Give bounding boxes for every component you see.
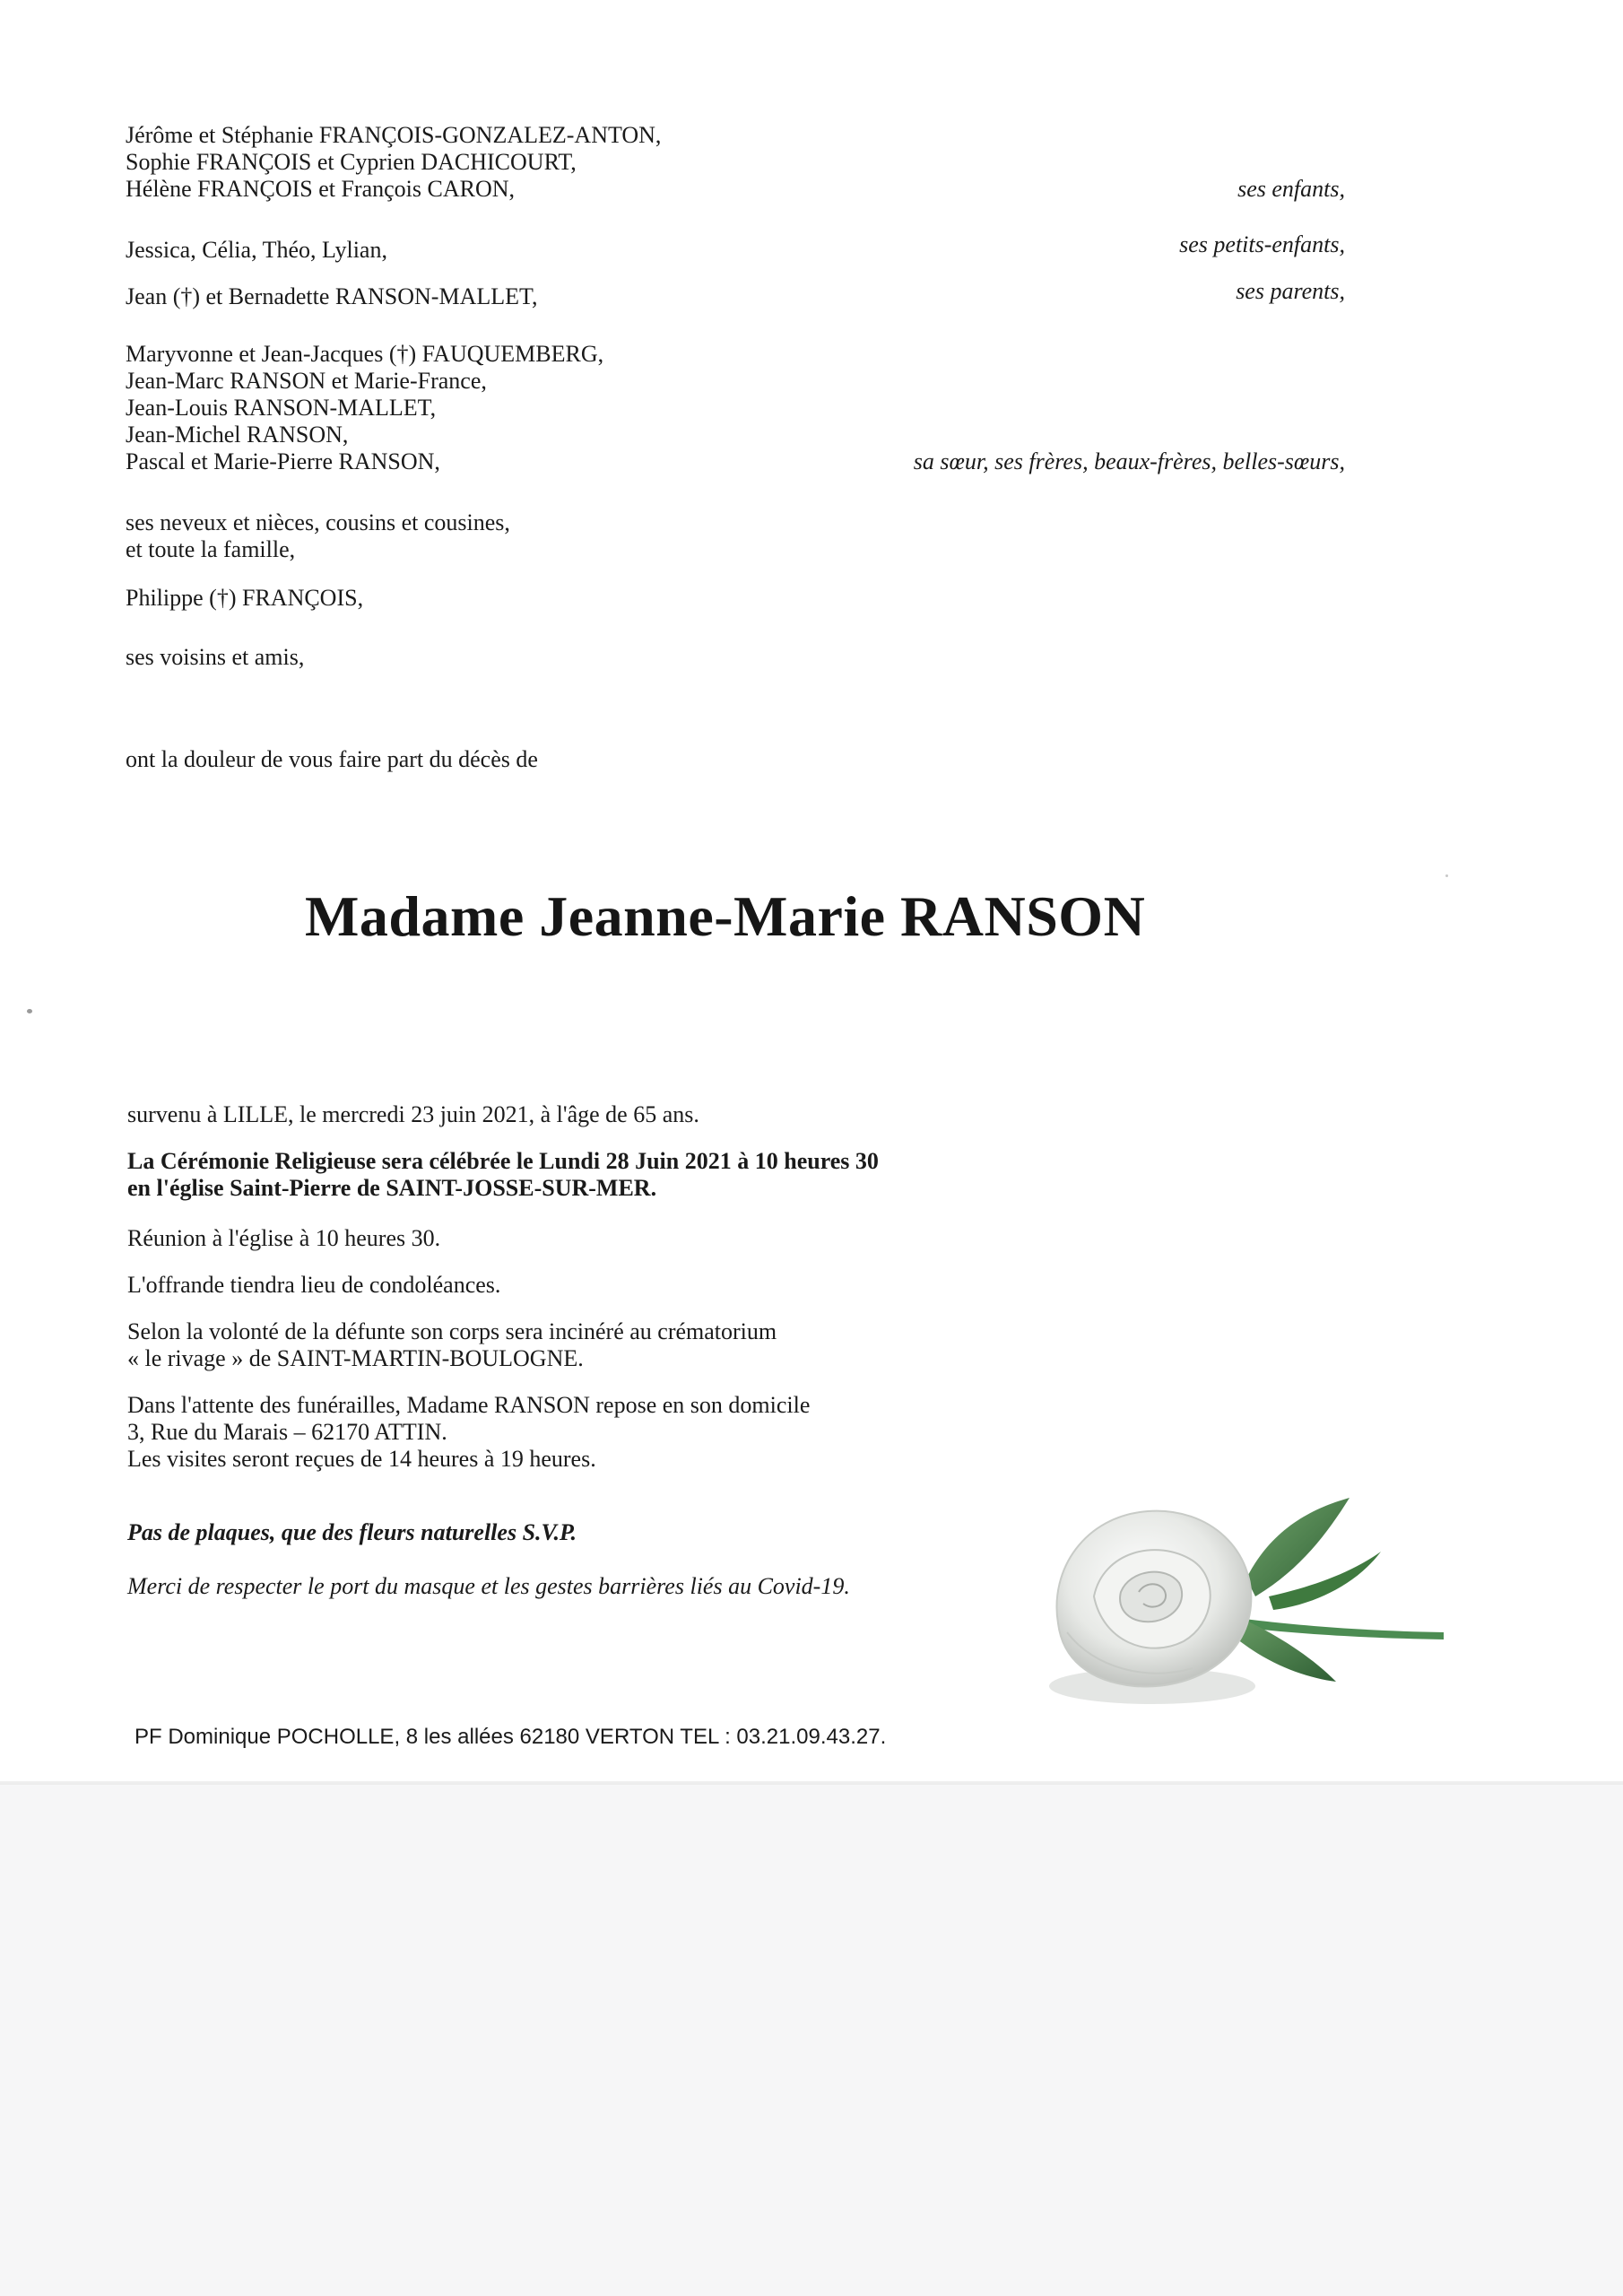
ceremony-line-2: en l'église Saint-Pierre de SAINT-JOSSE-SUR-MER. <box>127 1175 657 1201</box>
white-rose-illustration <box>1040 1489 1444 1722</box>
scan-speck <box>1445 874 1448 877</box>
parents-names: Jean (†) et Bernadette RANSON-MALLET, <box>126 283 538 309</box>
cremation-line-1: Selon la volonté de la défunte son corps sera incinéré au crématorium <box>127 1318 777 1344</box>
funeral-home-footer: PF Dominique POCHOLLE, 8 les allées 62180 VERTON TEL : 03.21.09.43.27. <box>135 1725 887 1749</box>
flowers-note: Pas de plaques, que des fleurs naturelles S.V.P. <box>127 1519 577 1545</box>
masks-note: Merci de respecter le port du masque et les gestes barrières liés au Covid-19. <box>127 1573 850 1599</box>
scan-speck <box>27 1009 32 1013</box>
ceremony-line-1: La Cérémonie Religieuse sera célébrée le Lundi 28 Juin 2021 à 10 heures 30 <box>127 1148 879 1174</box>
rest-line-3: Les visites seront reçues de 14 heures à 19 heures. <box>127 1446 596 1472</box>
siblings-line-2: Jean-Marc RANSON et Marie-France, <box>126 368 487 394</box>
children-role: ses enfants, <box>1237 176 1345 202</box>
rest-line-1: Dans l'attente des funérailles, Madame RANSON repose en son domicile <box>127 1392 811 1418</box>
deceased-name: Madame Jeanne-Marie RANSON <box>305 884 1146 948</box>
extended-line-2: et toute la famille, <box>126 536 296 562</box>
friends-line: ses voisins et amis, <box>126 644 305 670</box>
offering-line: L'offrande tiendra lieu de condoléances. <box>127 1272 501 1298</box>
extended-line-1: ses neveux et nièces, cousins et cousines, <box>126 509 510 535</box>
husband-line: Philippe (†) FRANÇOIS, <box>126 585 364 611</box>
scan-background <box>0 1785 1623 2296</box>
siblings-role: sa sœur, ses frères, beaux-frères, belles-sœurs, <box>913 448 1345 474</box>
children-line-1: Jérôme et Stéphanie FRANÇOIS-GONZALEZ-ANTON, <box>126 122 662 148</box>
grandchildren-names: Jessica, Célia, Théo, Lylian, <box>126 237 387 263</box>
siblings-line-3: Jean-Louis RANSON-MALLET, <box>126 395 437 421</box>
parents-role: ses parents, <box>1236 278 1345 304</box>
announcement-line: ont la douleur de vous faire part du décès de <box>126 746 538 772</box>
children-line-3: Hélène FRANÇOIS et François CARON, <box>126 176 516 202</box>
rest-line-2: 3, Rue du Marais – 62170 ATTIN. <box>127 1419 447 1445</box>
cremation-line-2: « le rivage » de SAINT-MARTIN-BOULOGNE. <box>127 1345 584 1371</box>
meeting-line: Réunion à l'église à 10 heures 30. <box>127 1225 441 1251</box>
siblings-line-4: Jean-Michel RANSON, <box>126 422 349 448</box>
children-line-2: Sophie FRANÇOIS et Cyprien DACHICOURT, <box>126 149 577 175</box>
death-info: survenu à LILLE, le mercredi 23 juin 2021, à l'âge de 65 ans. <box>127 1101 699 1127</box>
siblings-line-5: Pascal et Marie-Pierre RANSON, <box>126 448 440 474</box>
siblings-line-1: Maryvonne et Jean-Jacques (†) FAUQUEMBERG, <box>126 341 604 367</box>
grandchildren-role: ses petits-enfants, <box>1179 231 1345 257</box>
